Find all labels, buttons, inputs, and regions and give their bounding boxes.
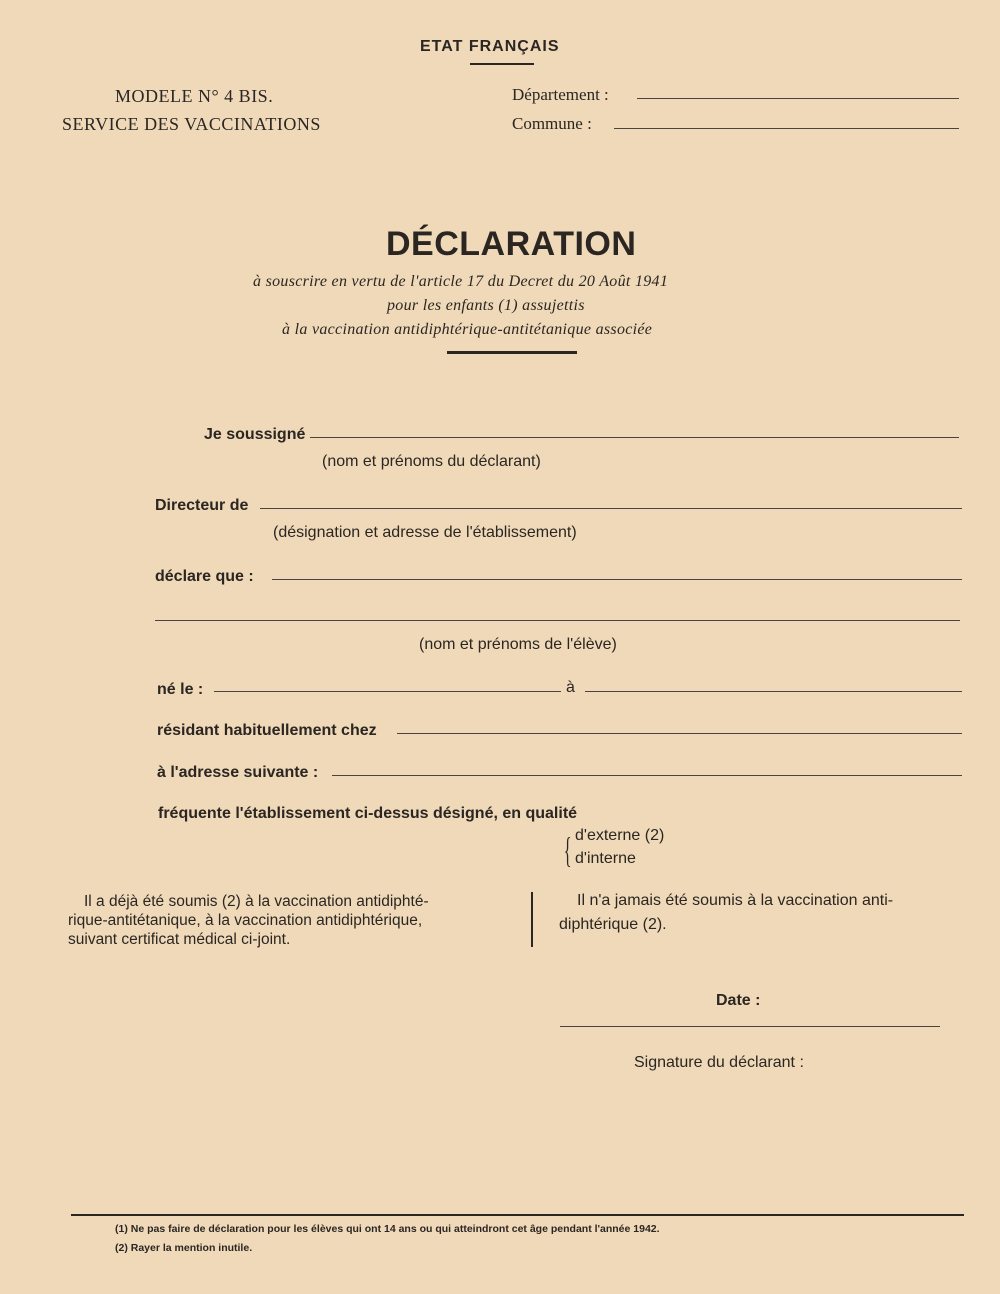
externe-option[interactable]: d'externe (2) [575, 827, 665, 844]
options-divider [531, 892, 533, 947]
ne-le-field[interactable] [214, 691, 561, 692]
soussigne-label: Je soussigné [204, 426, 306, 443]
declare-field-continued[interactable] [155, 620, 960, 621]
option-left-line-1: Il a déjà été soumis (2) à la vaccination antidiphté- [84, 893, 429, 910]
title-subline-2: pour les enfants (1) assujettis [387, 297, 585, 314]
adresse-label: à l'adresse suivante : [157, 764, 319, 781]
directeur-label: Directeur de [155, 497, 249, 514]
birthplace-label: à [566, 679, 575, 696]
residant-field[interactable] [397, 733, 962, 734]
date-label: Date : [716, 992, 761, 1009]
footnote-divider [71, 1214, 964, 1216]
footnote-2: (2) Rayer la mention inutile. [115, 1242, 253, 1254]
signature-label: Signature du déclarant : [634, 1054, 804, 1071]
commune-label: Commune : [512, 114, 592, 133]
model-number: MODELE N° 4 BIS. [115, 86, 274, 106]
directeur-field[interactable] [260, 508, 962, 509]
departement-field[interactable] [637, 98, 959, 99]
directeur-hint: (désignation et adresse de l'établissement) [273, 524, 577, 541]
declare-label: déclare que : [155, 568, 254, 585]
frequente-label: fréquente l'établissement ci-dessus désigné, en qualité [158, 805, 578, 822]
option-right-line-1: Il n'a jamais été soumis à la vaccination anti- [577, 892, 894, 909]
option-right-line-2: diphtérique (2). [559, 916, 667, 933]
departement-label: Département : [512, 85, 609, 104]
title-subline-3: à la vaccination antidiphtérique-antitétanique associée [282, 321, 653, 338]
declare-field[interactable] [272, 579, 962, 580]
page-title: DÉCLARATION [386, 225, 637, 263]
soussigne-field[interactable] [310, 437, 959, 438]
state-underline [470, 63, 534, 65]
residant-label: résidant habituellement chez [157, 722, 377, 739]
birthplace-field[interactable] [585, 691, 962, 692]
eleve-hint: (nom et prénoms de l'élève) [419, 636, 617, 653]
option-left-line-2: rique-antitétanique, à la vaccination antidiphtérique, [68, 912, 423, 929]
service-name: SERVICE DES VACCINATIONS [62, 114, 321, 134]
soussigne-hint: (nom et prénoms du déclarant) [322, 453, 541, 470]
choice-brace: { [563, 830, 572, 870]
title-underline [447, 351, 577, 354]
interne-option[interactable]: d'interne [575, 850, 636, 867]
adresse-field[interactable] [332, 775, 962, 776]
option-left-line-3: suivant certificat médical ci-joint. [68, 931, 291, 948]
ne-le-label: né le : [157, 681, 204, 698]
state-heading: ETAT FRANÇAIS [420, 38, 560, 55]
footnote-1: (1) Ne pas faire de déclaration pour les élèves qui ont 14 ans ou qui atteindront cet âge pendant l'année 1942. [115, 1223, 660, 1235]
commune-field[interactable] [614, 128, 959, 129]
title-subline-1: à souscrire en vertu de l'article 17 du Decret du 20 Août 1941 [253, 273, 669, 290]
date-field[interactable] [560, 1026, 940, 1027]
